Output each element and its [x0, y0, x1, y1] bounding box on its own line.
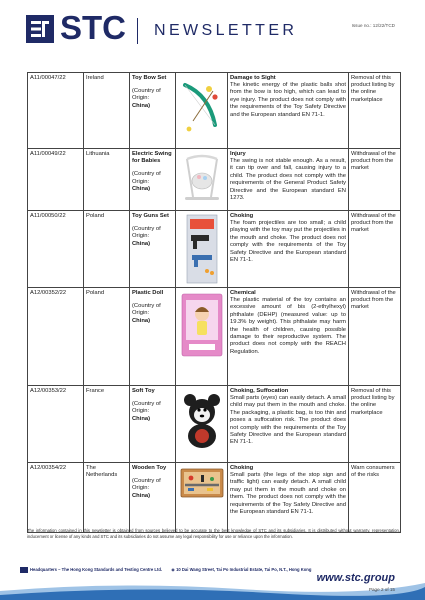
country-of-origin-label: (Country of Origin: [132, 171, 161, 185]
stc-logo-icon [26, 15, 54, 43]
headquarters-info [20, 567, 311, 573]
risk-cell [228, 386, 349, 463]
hq-address: 10 Dai Wang Street, Tai Po Industrial Estate, Tai Po, N.T., Hong Kong [176, 567, 312, 573]
table-row [28, 73, 401, 149]
notifying-country: Lithuania [84, 149, 130, 211]
product-image [176, 73, 228, 149]
country-of-origin-label: (Country of Origin: [132, 87, 161, 102]
page-number: Page 2 of 15 [368, 587, 395, 592]
risk-description: The foam projectiles are too small; a child playing with the toy may put the projectiles in the mouth and choke. The product does not comply with the requirements of the Toy Safety Directive and the European standard EN 71-1. [230, 219, 346, 263]
country-of-origin-label: (Country of Origin: [132, 302, 161, 317]
country-of-origin-value: China) [132, 240, 151, 247]
table-row [28, 288, 401, 386]
country-of-origin-value: China) [132, 317, 151, 324]
risk-description: Small parts (eyes) can easily detach. A small child may put them in the mouth and choke. The packaging, a plastic bag, is too thin and poses a suffocation risk. The product does not comply with the requirements of the Toy Safety Directive and the European standard EN 71-1. [230, 394, 346, 446]
page-footer [0, 562, 425, 600]
ref-number: A11/00047/22 [28, 73, 84, 149]
country-of-origin-value: China) [132, 186, 151, 193]
risk-type: Choking [230, 212, 254, 219]
risk-description: The kinetic energy of the plastic balls shot from the bow is too high, which can lead to eye injury. The product does not comply with the requirements of the Toy Safety Directive and the European standard EN 71-1. [230, 81, 346, 118]
stc-wordmark: STC [60, 9, 126, 46]
table-row [28, 463, 401, 533]
product-name: Soft Toy [132, 387, 155, 394]
country-of-origin-value: China) [132, 492, 151, 499]
product-cell [130, 463, 176, 533]
notifying-country: The Netherlands [84, 463, 130, 533]
notifying-country: Poland [84, 288, 130, 386]
risk-type: Choking [230, 464, 254, 471]
table-row [28, 386, 401, 463]
product-image [176, 288, 228, 386]
product-name: Plastic Doll [132, 289, 164, 296]
risk-cell [228, 288, 349, 386]
baby-swing-image [179, 151, 225, 205]
wooden-toy-image [179, 465, 225, 501]
risk-type: Injury [230, 150, 246, 157]
product-cell [130, 73, 176, 149]
risk-type: Chemical [230, 289, 256, 296]
risk-cell [228, 463, 349, 533]
product-image [176, 463, 228, 533]
product-name: Toy Bow Set [132, 74, 167, 81]
country-of-origin-label: (Country of Origin: [132, 400, 161, 415]
risk-cell [228, 211, 349, 288]
measure-taken: Withdrawal of the product from the market [349, 211, 401, 288]
risk-description: The swing is not stable enough. As a result, it can tip over and fall, causing injury to a child. The product does not comply with the requirements of the General Product Safety Directive and the European standard EN 1273. [230, 157, 346, 201]
header-divider [137, 18, 138, 44]
country-of-origin-value: China) [132, 415, 151, 422]
disclaimer-text: The information contained in this newsletter is obtained from sources believed to be accurate to the best knowledge of STC and its subsidiaries. It is distributed without warranty, representation, inducement or license of any kinds and STC and its subsidiaries do not assume any legal responsibility for use or reliance upon the information. [27, 528, 400, 539]
product-cell [130, 288, 176, 386]
risk-type: Choking, Suffocation [230, 387, 289, 394]
notifying-country: Poland [84, 211, 130, 288]
notifying-country: Ireland [84, 73, 130, 149]
toy-bow-image [179, 75, 225, 143]
table-row [28, 149, 401, 211]
measure-taken: Withdrawal of the product from the market [349, 288, 401, 386]
notifying-country: France [84, 386, 130, 463]
measure-taken: Removal of this product listing by the online marketplace [349, 73, 401, 149]
ref-number: A12/00353/22 [28, 386, 84, 463]
product-cell [130, 149, 176, 211]
measure-taken: Warn consumers of the risks [349, 463, 401, 533]
ref-number: A11/00049/22 [28, 149, 84, 211]
country-of-origin-value: China) [132, 102, 151, 109]
newsletter-header [0, 0, 425, 60]
product-name: Wooden Toy [132, 464, 167, 471]
measure-taken: Removal of this product listing by the online marketplace [349, 386, 401, 463]
product-image [176, 386, 228, 463]
ref-number: A12/00352/22 [28, 288, 84, 386]
risk-cell [228, 149, 349, 211]
stc-mini-logo-icon [20, 567, 28, 573]
product-image [176, 149, 228, 211]
soft-toy-image [179, 388, 225, 450]
measure-taken: Withdrawal of the product from the market [349, 149, 401, 211]
product-image [176, 211, 228, 288]
product-cell [130, 211, 176, 288]
table-row [28, 211, 401, 288]
ref-number: A11/00050/22 [28, 211, 84, 288]
website-link[interactable]: www.stc.group [316, 572, 395, 584]
recall-table [27, 72, 400, 533]
hq-company: – The Hong Kong Standards and Testing Centre Ltd. [57, 567, 163, 573]
product-name: Toy Guns Set [132, 212, 169, 219]
country-of-origin-label: (Country of Origin: [132, 225, 161, 240]
risk-description: Small parts (the legs of the stop sign and traffic light) can easily detach. A small child may put them in the mouth and choke on them. The product does not comply with the requirements of the Toy Safety Directive and the European standard EN 71-1. [230, 471, 346, 515]
toy-guns-image [179, 213, 225, 285]
risk-cell [228, 73, 349, 149]
ref-number: A12/00354/22 [28, 463, 84, 533]
location-pin-icon: ◉ [171, 567, 175, 573]
product-cell [130, 386, 176, 463]
risk-description: The plastic material of the toy contains an excessive amount of bis (2-ethylhexyl) phthalate (DEHP) (measured value: up to 19.3% by weight). This phthalate may harm the health of children, causing possible damage to their reproductive system. The product does not comply with the REACH Regulation. [230, 296, 346, 355]
risk-type: Damage to Sight [230, 74, 276, 81]
product-name: Electric Swing for Babies [132, 150, 172, 164]
issue-number: Issue no.: 12/22/TCD [351, 23, 395, 28]
hq-label: Headquarters [30, 567, 57, 573]
country-of-origin-label: (Country of Origin: [132, 477, 161, 492]
newsletter-title: NEWSLETTER [154, 22, 298, 39]
plastic-doll-image [179, 290, 225, 360]
